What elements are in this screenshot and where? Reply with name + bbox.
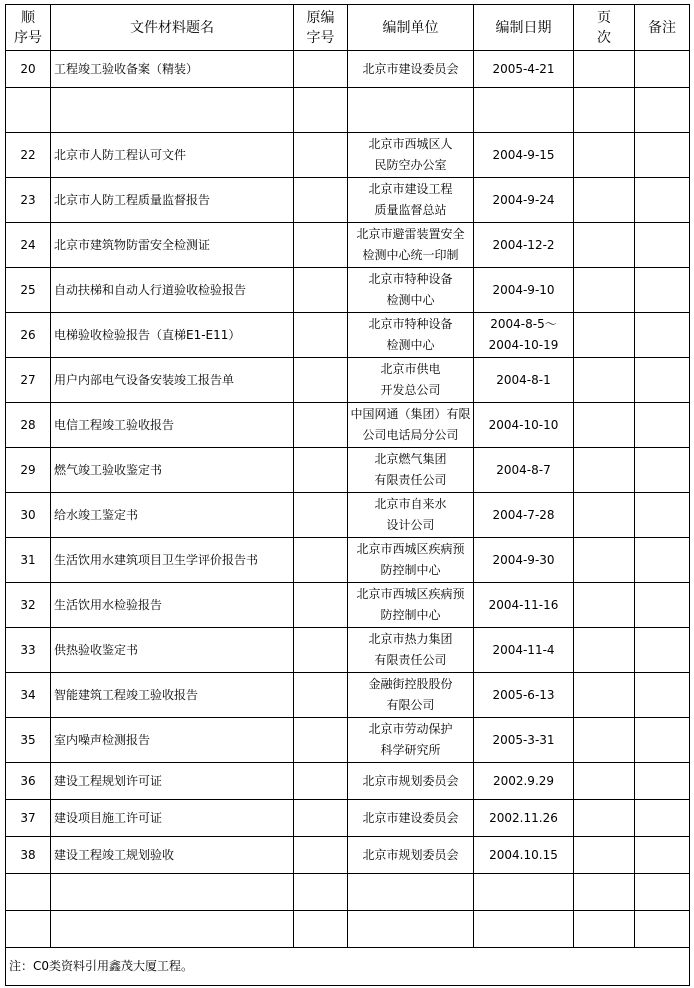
cell-unit	[348, 911, 474, 948]
cell-page	[574, 628, 635, 673]
cell-seq: 36	[6, 763, 51, 800]
cell-date: 2004.10.15	[474, 837, 574, 874]
cell-unit: 北京市建设委员会	[348, 800, 474, 837]
cell-page	[574, 448, 635, 493]
cell-title: 智能建筑工程竣工验收报告	[51, 673, 294, 718]
cell-unit: 北京市建设工程 质量监督总站	[348, 178, 474, 223]
cell-orig-no	[294, 628, 348, 673]
cell-page	[574, 51, 635, 88]
cell-unit: 金融街控股股份 有限公司	[348, 673, 474, 718]
cell-date: 2004-9-30	[474, 538, 574, 583]
cell-remark	[635, 538, 690, 583]
cell-unit: 北京市劳动保护 科学研究所	[348, 718, 474, 763]
cell-title	[51, 874, 294, 911]
cell-remark	[635, 763, 690, 800]
cell-page	[574, 133, 635, 178]
cell-page	[574, 673, 635, 718]
cell-unit: 北京燃气集团 有限责任公司	[348, 448, 474, 493]
cell-title: 工程竣工验收备案（精装）	[51, 51, 294, 88]
archive-file-table	[5, 4, 690, 986]
cell-unit	[348, 874, 474, 911]
cell-title: 用户内部电气设备安装竣工报告单	[51, 358, 294, 403]
cell-date: 2004-7-28	[474, 493, 574, 538]
cell-title: 北京市人防工程认可文件	[51, 133, 294, 178]
cell-orig-no	[294, 88, 348, 133]
cell-page	[574, 358, 635, 403]
cell-seq: 37	[6, 800, 51, 837]
table-row	[6, 268, 690, 313]
cell-unit: 北京市避雷装置安全 检测中心统一印制	[348, 223, 474, 268]
cell-seq	[6, 88, 51, 133]
cell-title: 自动扶梯和自动人行道验收检验报告	[51, 268, 294, 313]
cell-seq: 31	[6, 538, 51, 583]
cell-remark	[635, 88, 690, 133]
cell-date: 2005-3-31	[474, 718, 574, 763]
cell-unit: 北京市热力集团 有限责任公司	[348, 628, 474, 673]
table-row	[6, 763, 690, 800]
header-date: 编制日期	[474, 5, 574, 51]
cell-title: 北京市人防工程质量监督报告	[51, 178, 294, 223]
table-row	[6, 673, 690, 718]
cell-remark	[635, 673, 690, 718]
cell-seq: 24	[6, 223, 51, 268]
cell-seq: 35	[6, 718, 51, 763]
cell-orig-no	[294, 133, 348, 178]
header-remark: 备注	[635, 5, 690, 51]
cell-date: 2004-12-2	[474, 223, 574, 268]
cell-title: 建设项目施工许可证	[51, 800, 294, 837]
cell-title: 生活饮用水检验报告	[51, 583, 294, 628]
table-row	[6, 538, 690, 583]
cell-title: 北京市建筑物防雷安全检测证	[51, 223, 294, 268]
cell-orig-no	[294, 763, 348, 800]
cell-page	[574, 178, 635, 223]
cell-seq: 23	[6, 178, 51, 223]
cell-unit: 北京市西城区人 民防空办公室	[348, 133, 474, 178]
cell-orig-no	[294, 911, 348, 948]
cell-unit: 北京市规划委员会	[348, 763, 474, 800]
cell-unit: 北京市特种设备 检测中心	[348, 313, 474, 358]
cell-seq: 33	[6, 628, 51, 673]
cell-date: 2004-9-10	[474, 268, 574, 313]
cell-unit	[348, 88, 474, 133]
header-unit: 编制单位	[348, 5, 474, 51]
cell-title: 生活饮用水建筑项目卫生学评价报告书	[51, 538, 294, 583]
cell-date: 2005-6-13	[474, 673, 574, 718]
cell-seq	[6, 874, 51, 911]
cell-title: 供热验收鉴定书	[51, 628, 294, 673]
cell-title: 电信工程竣工验收报告	[51, 403, 294, 448]
table-row	[6, 800, 690, 837]
cell-unit: 北京市西城区疾病预 防控制中心	[348, 538, 474, 583]
cell-title: 建设工程规划许可证	[51, 763, 294, 800]
cell-remark	[635, 313, 690, 358]
cell-page	[574, 583, 635, 628]
cell-unit: 北京市西城区疾病预 防控制中心	[348, 583, 474, 628]
cell-orig-no	[294, 874, 348, 911]
cell-date: 2002.11.26	[474, 800, 574, 837]
table-row	[6, 448, 690, 493]
table-row	[6, 874, 690, 911]
cell-page	[574, 718, 635, 763]
cell-date	[474, 874, 574, 911]
cell-remark	[635, 583, 690, 628]
table-row	[6, 837, 690, 874]
header-row	[6, 5, 690, 51]
cell-orig-no	[294, 403, 348, 448]
cell-page	[574, 538, 635, 583]
cell-remark	[635, 718, 690, 763]
cell-page	[574, 800, 635, 837]
cell-orig-no	[294, 51, 348, 88]
cell-orig-no	[294, 178, 348, 223]
table-row	[6, 178, 690, 223]
cell-remark	[635, 133, 690, 178]
cell-page	[574, 268, 635, 313]
header-page: 页 次	[574, 5, 635, 51]
note-row	[6, 948, 690, 986]
table-row	[6, 628, 690, 673]
header-seq: 顺 序号	[6, 5, 51, 51]
cell-unit: 中国网通（集团）有限 公司电话局分公司	[348, 403, 474, 448]
cell-remark	[635, 448, 690, 493]
cell-seq: 30	[6, 493, 51, 538]
table-row	[6, 223, 690, 268]
cell-page	[574, 88, 635, 133]
cell-remark	[635, 800, 690, 837]
cell-orig-no	[294, 673, 348, 718]
cell-seq: 34	[6, 673, 51, 718]
header-title: 文件材料题名	[51, 5, 294, 51]
cell-title: 室内噪声检测报告	[51, 718, 294, 763]
cell-date: 2004-10-10	[474, 403, 574, 448]
cell-seq: 20	[6, 51, 51, 88]
cell-page	[574, 874, 635, 911]
cell-page	[574, 493, 635, 538]
cell-orig-no	[294, 313, 348, 358]
cell-remark	[635, 178, 690, 223]
cell-remark	[635, 837, 690, 874]
cell-date: 2002.9.29	[474, 763, 574, 800]
cell-orig-no	[294, 448, 348, 493]
cell-unit: 北京市自来水 设计公司	[348, 493, 474, 538]
cell-unit: 北京市供电 开发总公司	[348, 358, 474, 403]
cell-remark	[635, 403, 690, 448]
header-orig-no: 原编 字号	[294, 5, 348, 51]
cell-seq: 32	[6, 583, 51, 628]
cell-page	[574, 223, 635, 268]
cell-date: 2004-8-7	[474, 448, 574, 493]
cell-remark	[635, 268, 690, 313]
table-row	[6, 88, 690, 133]
table-row	[6, 313, 690, 358]
table-row	[6, 51, 690, 88]
cell-date	[474, 911, 574, 948]
table-row	[6, 403, 690, 448]
cell-title: 电梯验收检验报告（直梯E1-E11）	[51, 313, 294, 358]
table-row	[6, 911, 690, 948]
cell-orig-no	[294, 800, 348, 837]
cell-orig-no	[294, 583, 348, 628]
cell-orig-no	[294, 268, 348, 313]
cell-unit: 北京市规划委员会	[348, 837, 474, 874]
cell-seq: 29	[6, 448, 51, 493]
table-row	[6, 358, 690, 403]
cell-title: 建设工程竣工规划验收	[51, 837, 294, 874]
table-body	[6, 51, 690, 948]
cell-orig-no	[294, 493, 348, 538]
cell-remark	[635, 223, 690, 268]
table-row	[6, 133, 690, 178]
table-row	[6, 493, 690, 538]
cell-orig-no	[294, 837, 348, 874]
cell-date: 2005-4-21	[474, 51, 574, 88]
cell-page	[574, 763, 635, 800]
cell-date: 2004-9-24	[474, 178, 574, 223]
cell-seq: 25	[6, 268, 51, 313]
cell-unit: 北京市建设委员会	[348, 51, 474, 88]
cell-orig-no	[294, 718, 348, 763]
cell-remark	[635, 493, 690, 538]
table-row	[6, 718, 690, 763]
cell-remark	[635, 358, 690, 403]
cell-date: 2004-8-5～ 2004-10-19	[474, 313, 574, 358]
cell-title: 燃气竣工验收鉴定书	[51, 448, 294, 493]
cell-title: 给水竣工鉴定书	[51, 493, 294, 538]
cell-date: 2004-11-16	[474, 583, 574, 628]
cell-orig-no	[294, 223, 348, 268]
cell-date: 2004-8-1	[474, 358, 574, 403]
cell-page	[574, 911, 635, 948]
cell-remark	[635, 911, 690, 948]
cell-page	[574, 403, 635, 448]
cell-title	[51, 911, 294, 948]
cell-title	[51, 88, 294, 133]
cell-page	[574, 313, 635, 358]
cell-remark	[635, 874, 690, 911]
table-row	[6, 583, 690, 628]
cell-remark	[635, 51, 690, 88]
cell-seq	[6, 911, 51, 948]
cell-date: 2004-9-15	[474, 133, 574, 178]
cell-orig-no	[294, 358, 348, 403]
note-text: 注：C0类资料引用鑫茂大厦工程。	[6, 948, 690, 986]
cell-date: 2004-11-4	[474, 628, 574, 673]
cell-unit: 北京市特种设备 检测中心	[348, 268, 474, 313]
cell-seq: 26	[6, 313, 51, 358]
cell-seq: 27	[6, 358, 51, 403]
cell-page	[574, 837, 635, 874]
cell-seq: 38	[6, 837, 51, 874]
cell-orig-no	[294, 538, 348, 583]
cell-date	[474, 88, 574, 133]
cell-seq: 22	[6, 133, 51, 178]
cell-remark	[635, 628, 690, 673]
cell-seq: 28	[6, 403, 51, 448]
